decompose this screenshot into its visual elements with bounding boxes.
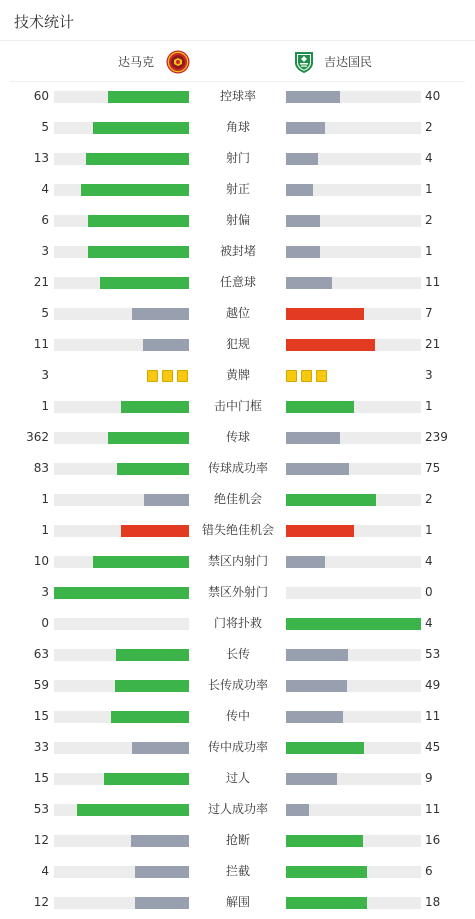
stat-label: 任意球 bbox=[219, 275, 256, 289]
home-stat-value: 11 bbox=[33, 337, 49, 351]
stat-label: 射偏 bbox=[225, 213, 250, 227]
stat-row bbox=[0, 453, 475, 484]
stat-label: 传球成功率 bbox=[207, 461, 268, 475]
stat-row bbox=[0, 577, 475, 608]
stat-label: 抢断 bbox=[225, 833, 250, 847]
away-stat-bar-fill bbox=[286, 649, 348, 661]
home-stat-value: 3 bbox=[41, 244, 49, 258]
home-stat-bar-fill bbox=[111, 711, 189, 723]
home-stat-bar-track bbox=[54, 91, 189, 103]
stat-label: 角球 bbox=[225, 120, 250, 134]
home-stat-bar-fill bbox=[132, 742, 189, 754]
stat-label: 长传成功率 bbox=[207, 678, 268, 692]
away-stat-bar-fill bbox=[286, 866, 367, 878]
away-stat-bar-fill bbox=[286, 556, 325, 568]
stat-row bbox=[0, 515, 475, 546]
away-stat-value: 4 bbox=[425, 616, 433, 630]
away-stat-value: 21 bbox=[425, 337, 441, 351]
home-stat-value: 10 bbox=[33, 554, 49, 568]
away-stat-value: 45 bbox=[425, 740, 441, 754]
away-stat-value: 6 bbox=[425, 864, 433, 878]
title-bar bbox=[0, 0, 475, 41]
away-stat-bar-fill bbox=[286, 835, 363, 847]
away-stat-value: 53 bbox=[425, 647, 441, 661]
away-stat-value: 11 bbox=[425, 802, 441, 816]
home-stat-bar-fill bbox=[144, 494, 189, 506]
away-stat-bar-fill bbox=[286, 680, 347, 692]
away-stat-bar-track bbox=[286, 308, 421, 320]
away-stat-bar-track bbox=[286, 463, 421, 475]
away-stat-bar-track bbox=[286, 556, 421, 568]
stat-label: 击中门框 bbox=[213, 399, 262, 413]
away-stat-bar-fill bbox=[286, 215, 320, 227]
stat-row bbox=[0, 639, 475, 670]
stat-label: 拦截 bbox=[225, 864, 250, 878]
home-stat-bar-fill bbox=[88, 215, 189, 227]
home-stat-bar-track bbox=[54, 246, 189, 258]
home-stat-bar-track bbox=[54, 463, 189, 475]
stat-label: 越位 bbox=[225, 306, 250, 320]
away-stat-bar-track bbox=[286, 804, 421, 816]
away-stat-bar-track bbox=[286, 432, 421, 444]
home-stat-value: 5 bbox=[41, 306, 49, 320]
home-stat-value: 21 bbox=[33, 275, 49, 289]
away-stat-bar-track bbox=[286, 153, 421, 165]
stat-row bbox=[0, 360, 475, 391]
stat-label: 长传 bbox=[225, 647, 250, 661]
away-stat-value: 4 bbox=[425, 151, 433, 165]
away-stat-bar-fill bbox=[286, 91, 340, 103]
stat-row bbox=[0, 112, 475, 143]
away-stat-bar-fill bbox=[286, 742, 364, 754]
away-stat-bar-track bbox=[286, 494, 421, 506]
away-stat-bar-track bbox=[286, 897, 421, 909]
away-stat-bar-fill bbox=[286, 773, 337, 785]
home-stat-bar-fill bbox=[77, 804, 189, 816]
home-stat-value: 1 bbox=[41, 399, 49, 413]
away-stat-value: 2 bbox=[425, 120, 433, 134]
away-stat-bar-fill bbox=[286, 432, 340, 444]
home-stat-bar-fill bbox=[135, 866, 189, 878]
away-team-name: 吉达国民 bbox=[324, 55, 373, 69]
away-stat-bar-fill bbox=[286, 339, 375, 351]
away-stat-bar-track bbox=[286, 277, 421, 289]
home-stat-value: 5 bbox=[41, 120, 49, 134]
home-stat-bar-fill bbox=[104, 773, 189, 785]
stat-label: 绝佳机会 bbox=[213, 492, 262, 506]
away-stat-bar-track bbox=[286, 339, 421, 351]
home-stat-bar-track bbox=[54, 215, 189, 227]
stat-label: 射正 bbox=[225, 182, 250, 196]
stat-row bbox=[0, 391, 475, 422]
away-stat-bar-track bbox=[286, 649, 421, 661]
home-stat-bar-track bbox=[54, 618, 189, 630]
stat-label: 门将扑救 bbox=[213, 616, 262, 630]
stat-label: 被封堵 bbox=[219, 244, 256, 258]
stat-row bbox=[0, 267, 475, 298]
away-stat-value: 3 bbox=[425, 368, 433, 382]
away-stat-bar-track bbox=[286, 246, 421, 258]
away-stat-value: 1 bbox=[425, 523, 433, 537]
away-stat-bar-track bbox=[286, 742, 421, 754]
home-stat-value: 3 bbox=[41, 368, 49, 382]
away-stat-bar-track bbox=[286, 711, 421, 723]
home-stat-bar-fill bbox=[93, 122, 189, 134]
home-stat-bar-fill bbox=[143, 339, 189, 351]
home-stat-value: 53 bbox=[33, 802, 49, 816]
stat-row bbox=[0, 794, 475, 825]
home-stat-bar-fill bbox=[132, 308, 189, 320]
home-stat-value: 1 bbox=[41, 492, 49, 506]
home-stat-bar-track bbox=[54, 308, 189, 320]
away-stat-bar-fill bbox=[286, 463, 349, 475]
stat-label: 过人成功率 bbox=[207, 802, 268, 816]
home-stat-bar-track bbox=[54, 897, 189, 909]
home-stat-value: 4 bbox=[41, 182, 49, 196]
home-stat-bar-track bbox=[54, 680, 189, 692]
away-stat-value: 1 bbox=[425, 182, 433, 196]
stat-label: 传球 bbox=[225, 430, 250, 444]
away-stat-bar-track bbox=[286, 618, 421, 630]
stat-row bbox=[0, 608, 475, 639]
home-stat-value: 6 bbox=[41, 213, 49, 227]
home-stat-bar-fill bbox=[86, 153, 189, 165]
home-stat-bar-track bbox=[54, 122, 189, 134]
away-stat-bar-fill bbox=[286, 401, 354, 413]
away-stat-value: 2 bbox=[425, 213, 433, 227]
home-stat-value: 0 bbox=[41, 616, 49, 630]
away-stat-value: 75 bbox=[425, 461, 441, 475]
stat-row bbox=[0, 484, 475, 515]
away-stat-bar-fill bbox=[286, 618, 421, 630]
away-stat-bar-fill bbox=[286, 153, 318, 165]
away-stat-bar-fill bbox=[286, 711, 343, 723]
home-team-name: 达马克 bbox=[117, 55, 154, 69]
stat-row bbox=[0, 732, 475, 763]
home-stat-bar-track bbox=[54, 742, 189, 754]
away-stat-value: 0 bbox=[425, 585, 433, 599]
yellow-card-icon bbox=[301, 370, 312, 382]
stat-row bbox=[0, 825, 475, 856]
away-stat-bar-fill bbox=[286, 494, 376, 506]
home-stat-value: 83 bbox=[33, 461, 49, 475]
away-stat-bar-track bbox=[286, 91, 421, 103]
home-stat-value: 12 bbox=[33, 895, 49, 909]
home-stat-bar-fill bbox=[108, 432, 189, 444]
away-stat-value: 7 bbox=[425, 306, 433, 320]
stat-label: 过人 bbox=[225, 771, 250, 785]
home-stat-bar-fill bbox=[115, 680, 189, 692]
yellow-card-icon bbox=[177, 370, 188, 382]
home-stat-bar-fill bbox=[93, 556, 189, 568]
away-stat-bar-track bbox=[286, 184, 421, 196]
home-stat-bar-track bbox=[54, 277, 189, 289]
stat-label: 黄牌 bbox=[225, 368, 250, 382]
home-stat-bar-fill bbox=[121, 401, 189, 413]
home-stat-bar-track bbox=[54, 866, 189, 878]
stat-row bbox=[0, 701, 475, 732]
stat-label: 射门 bbox=[225, 151, 250, 165]
home-stat-bar-fill bbox=[88, 246, 189, 258]
yellow-card-icon bbox=[286, 370, 297, 382]
home-stat-bar-fill bbox=[100, 277, 189, 289]
away-stat-value: 239 bbox=[425, 430, 448, 444]
stat-row bbox=[0, 205, 475, 236]
home-stat-bar-track bbox=[54, 711, 189, 723]
stat-label: 犯规 bbox=[225, 337, 250, 351]
stat-row bbox=[0, 298, 475, 329]
away-stat-bar-track bbox=[286, 835, 421, 847]
stat-row bbox=[0, 670, 475, 701]
away-stat-bar-fill bbox=[286, 246, 320, 258]
stat-label: 错失绝佳机会 bbox=[201, 523, 274, 537]
home-team-crest-icon bbox=[166, 50, 190, 74]
stat-row bbox=[0, 81, 475, 112]
stat-label: 解围 bbox=[225, 895, 250, 909]
away-stat-bar-fill bbox=[286, 525, 354, 537]
away-stat-bar-track bbox=[286, 215, 421, 227]
away-stat-bar-fill bbox=[286, 184, 313, 196]
stat-row bbox=[0, 887, 475, 918]
stat-row bbox=[0, 329, 475, 360]
away-stat-value: 1 bbox=[425, 244, 433, 258]
away-yellow-cards bbox=[286, 370, 327, 382]
home-stat-bar-track bbox=[54, 401, 189, 413]
home-stat-value: 3 bbox=[41, 585, 49, 599]
home-stat-bar-track bbox=[54, 835, 189, 847]
home-stat-bar-track bbox=[54, 184, 189, 196]
home-stat-value: 60 bbox=[33, 89, 49, 103]
stat-row bbox=[0, 236, 475, 267]
stat-row bbox=[0, 546, 475, 577]
home-stat-bar-track bbox=[54, 587, 189, 599]
away-stat-bar-fill bbox=[286, 308, 364, 320]
home-stat-value: 33 bbox=[33, 740, 49, 754]
home-stat-bar-track bbox=[54, 773, 189, 785]
away-stat-bar-track bbox=[286, 122, 421, 134]
home-stat-value: 362 bbox=[26, 430, 49, 444]
home-stat-bar-track bbox=[54, 804, 189, 816]
away-stat-value: 16 bbox=[425, 833, 441, 847]
stat-label: 禁区外射门 bbox=[207, 585, 268, 599]
home-stat-bar-fill bbox=[131, 835, 189, 847]
home-stat-value: 59 bbox=[33, 678, 49, 692]
away-stat-bar-track bbox=[286, 525, 421, 537]
stat-row bbox=[0, 174, 475, 205]
away-stat-bar-fill bbox=[286, 277, 332, 289]
away-stat-value: 11 bbox=[425, 709, 441, 723]
home-stat-value: 12 bbox=[33, 833, 49, 847]
home-stat-bar-track bbox=[54, 494, 189, 506]
home-stat-bar-track bbox=[54, 649, 189, 661]
stat-label: 传中成功率 bbox=[207, 740, 268, 754]
away-stat-bar-track bbox=[286, 401, 421, 413]
yellow-card-icon bbox=[147, 370, 158, 382]
home-stat-bar-track bbox=[54, 556, 189, 568]
home-stat-bar-fill bbox=[54, 587, 189, 599]
home-team[interactable] bbox=[118, 41, 190, 82]
away-stat-value: 9 bbox=[425, 771, 433, 785]
yellow-card-icon bbox=[162, 370, 173, 382]
home-stat-bar-fill bbox=[135, 897, 189, 909]
stat-label: 传中 bbox=[225, 709, 250, 723]
away-stat-value: 4 bbox=[425, 554, 433, 568]
home-yellow-cards bbox=[147, 370, 188, 382]
away-stat-bar-fill bbox=[286, 897, 367, 909]
away-stat-value: 18 bbox=[425, 895, 441, 909]
away-stat-value: 49 bbox=[425, 678, 441, 692]
home-stat-bar-fill bbox=[108, 91, 189, 103]
away-team[interactable] bbox=[292, 41, 372, 82]
home-stat-value: 13 bbox=[33, 151, 49, 165]
away-stat-value: 1 bbox=[425, 399, 433, 413]
home-stat-value: 15 bbox=[33, 771, 49, 785]
home-stat-bar-fill bbox=[116, 649, 189, 661]
away-stat-value: 11 bbox=[425, 275, 441, 289]
home-stat-value: 15 bbox=[33, 709, 49, 723]
home-stat-value: 4 bbox=[41, 864, 49, 878]
stat-row bbox=[0, 763, 475, 794]
away-team-crest-icon bbox=[292, 50, 316, 74]
home-stat-bar-track bbox=[54, 153, 189, 165]
away-stat-bar-track bbox=[286, 680, 421, 692]
stat-row bbox=[0, 143, 475, 174]
away-stat-value: 40 bbox=[425, 89, 441, 103]
away-stat-bar-fill bbox=[286, 122, 325, 134]
home-stat-value: 63 bbox=[33, 647, 49, 661]
team-header bbox=[10, 41, 465, 82]
home-stat-bar-track bbox=[54, 432, 189, 444]
away-stat-bar-track bbox=[286, 587, 421, 599]
away-stat-bar-track bbox=[286, 866, 421, 878]
stat-row bbox=[0, 422, 475, 453]
page-title: 技术统计 bbox=[14, 13, 75, 31]
yellow-card-icon bbox=[316, 370, 327, 382]
stat-row bbox=[0, 856, 475, 887]
away-stat-value: 2 bbox=[425, 492, 433, 506]
away-stat-bar-track bbox=[286, 773, 421, 785]
home-stat-bar-track bbox=[54, 525, 189, 537]
home-stat-bar-fill bbox=[117, 463, 189, 475]
stat-label: 禁区内射门 bbox=[207, 554, 268, 568]
home-stat-bar-track bbox=[54, 339, 189, 351]
stat-label: 控球率 bbox=[219, 89, 256, 103]
away-stat-bar-fill bbox=[286, 804, 309, 816]
home-stat-bar-fill bbox=[121, 525, 189, 537]
home-stat-value: 1 bbox=[41, 523, 49, 537]
home-stat-bar-fill bbox=[81, 184, 189, 196]
